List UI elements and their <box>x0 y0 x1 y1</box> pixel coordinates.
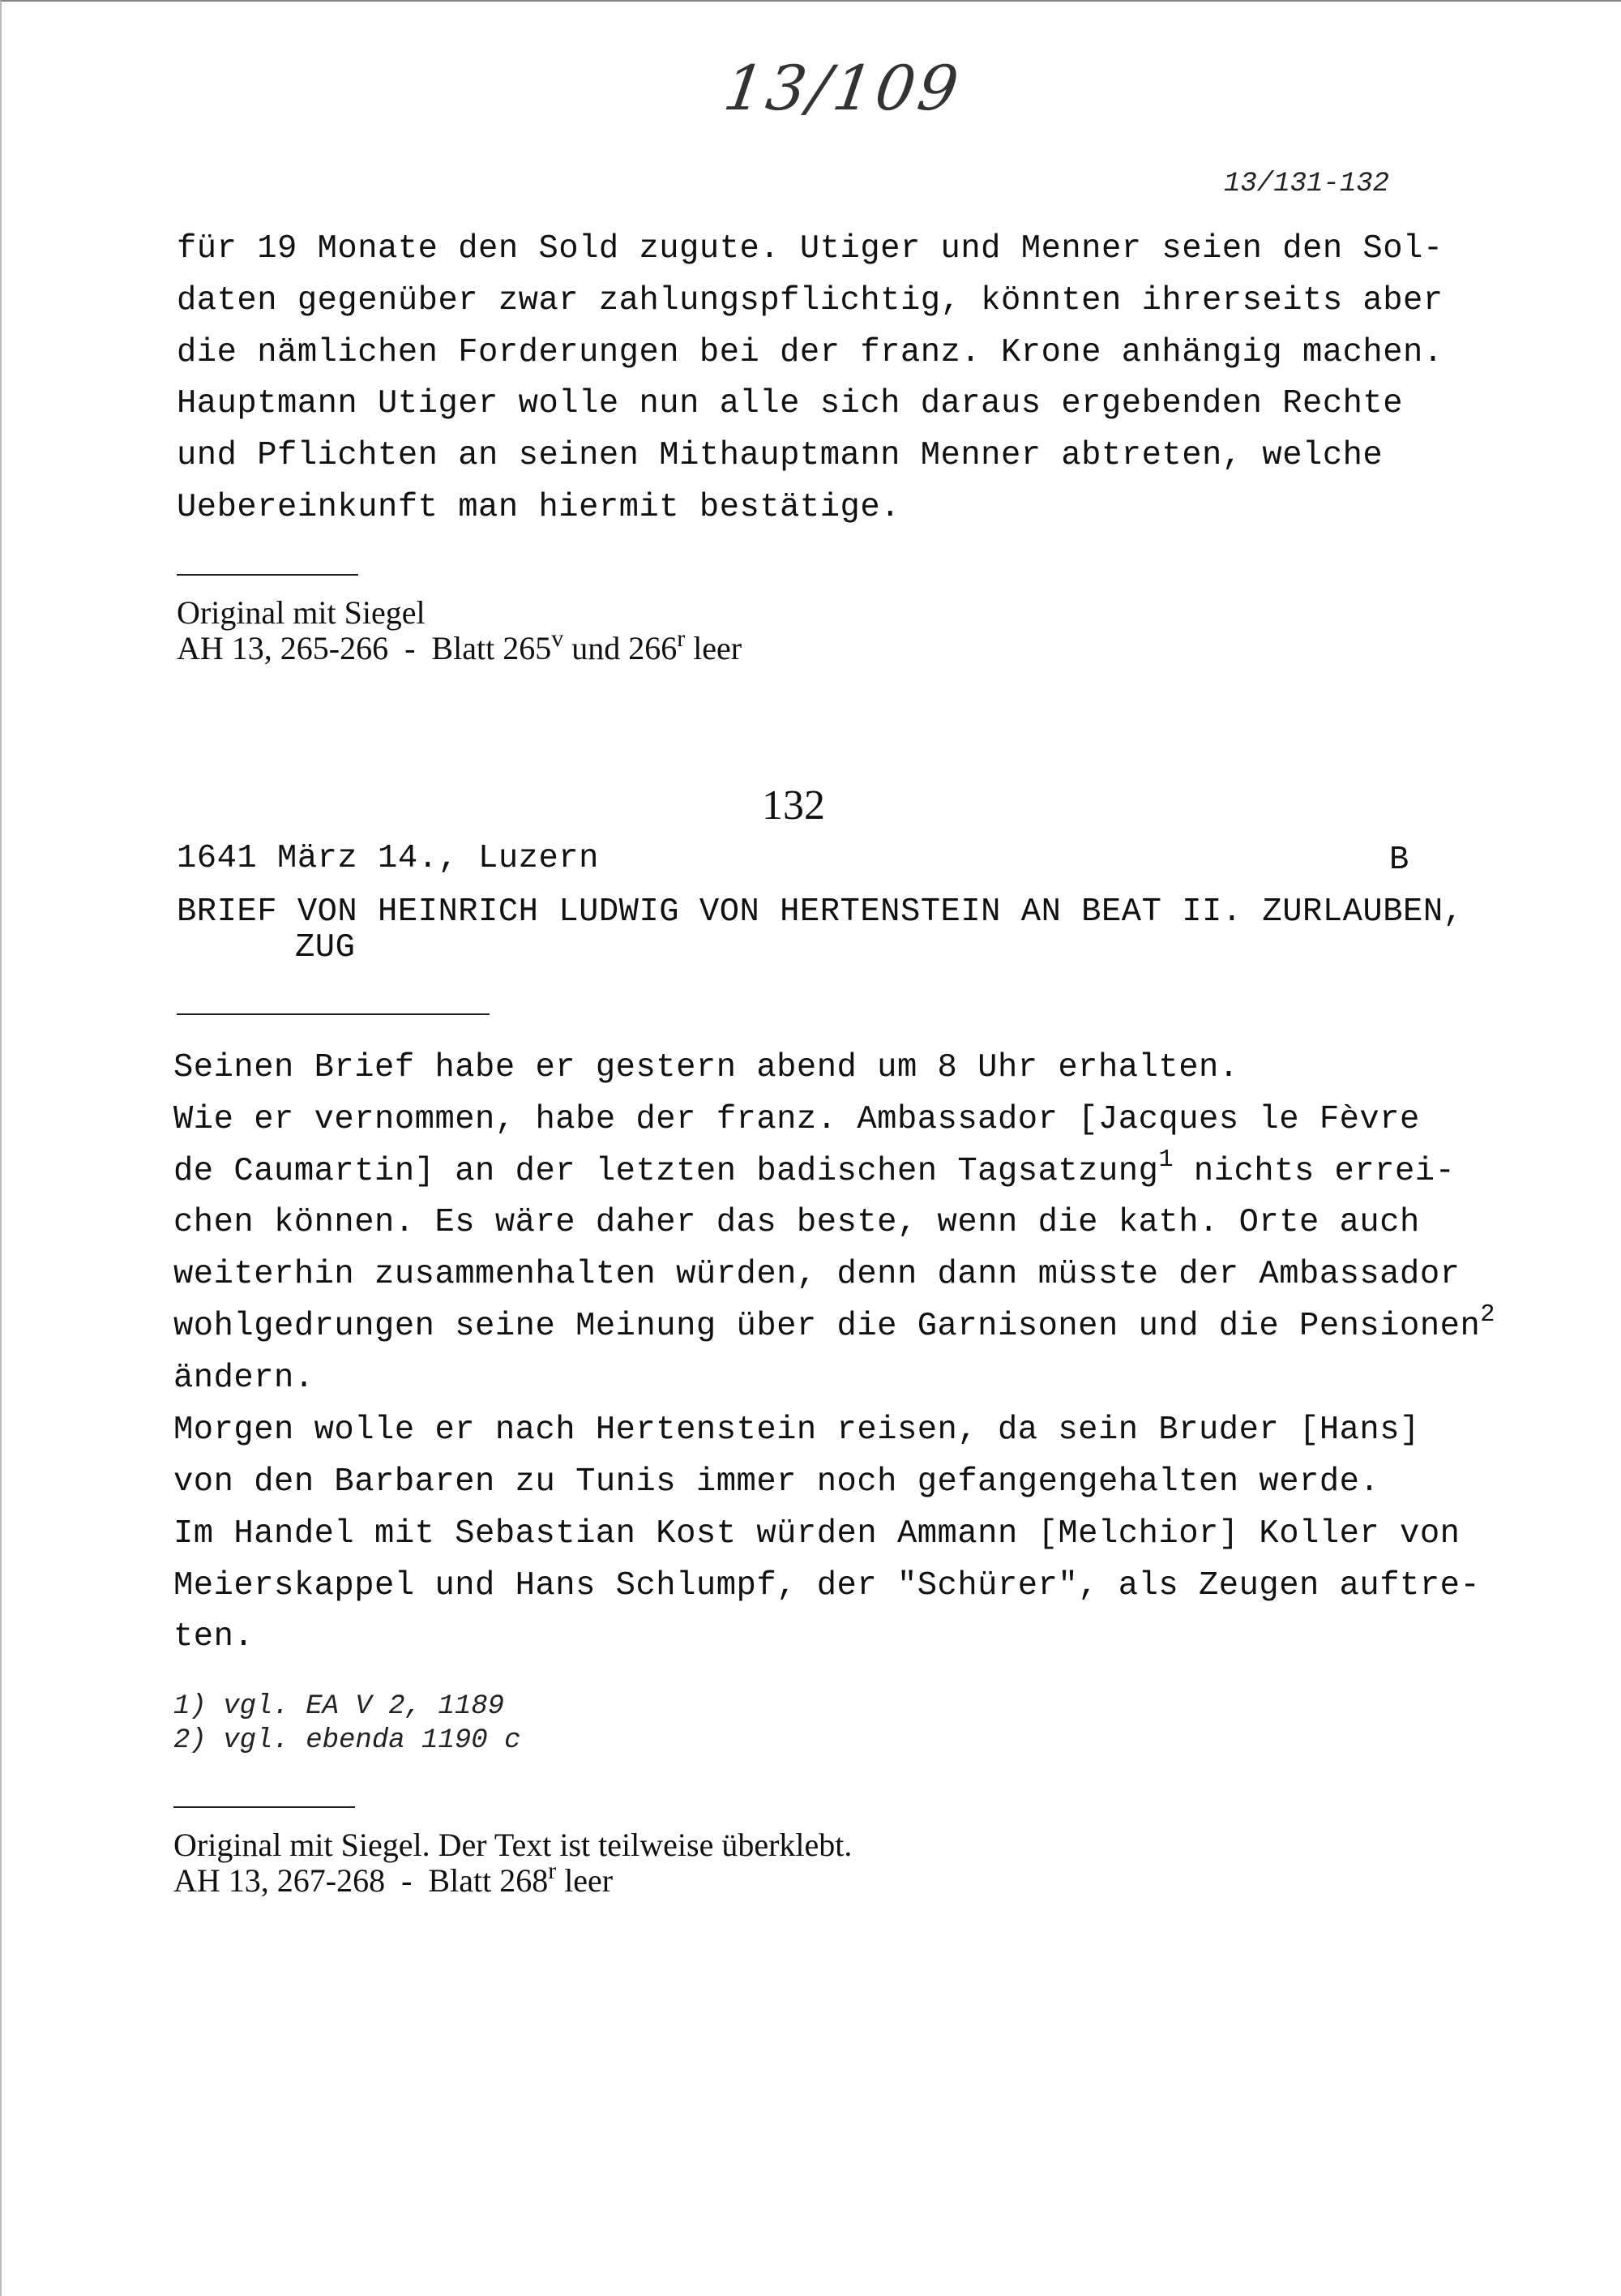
paragraph-line: für 19 Monate den Sold zugute. Utiger und Menner seien den Sol- <box>177 230 1444 268</box>
footnote: 1) vgl. EA V 2, 1189 <box>173 1691 505 1722</box>
footnote: 2) vgl. ebenda 1190 c <box>173 1725 521 1756</box>
archival-note-line: Original mit Siegel <box>177 594 426 631</box>
note-text: leer <box>556 1862 614 1899</box>
paragraph-line: daten gegenüber zwar zahlungspflichtig, könnten ihrerseits aber <box>177 282 1444 319</box>
body-line: ten. <box>173 1618 254 1656</box>
body-line: ändern. <box>173 1360 314 1397</box>
separator-rule <box>173 1806 355 1808</box>
superscript-verso: v <box>551 624 564 652</box>
archival-note-line: Original mit Siegel. Der Text ist teilweise überklebt. <box>173 1827 853 1863</box>
paragraph-line: Uebereinkunft man hiermit bestätige. <box>177 489 900 526</box>
separator-rule <box>177 1013 490 1015</box>
document-number: 132 <box>762 782 825 829</box>
body-line <box>173 1301 1495 1345</box>
superscript-recto: r <box>548 1857 557 1884</box>
body-text: wohlgedrungen seine Meinung über die Garnisonen und die Pensionen <box>173 1308 1481 1345</box>
note-text: leer <box>685 630 742 666</box>
paragraph-line: die nämlichen Forderungen bei der franz. Krone anhängig machen. <box>177 334 1444 371</box>
page-reference: 13/131-132 <box>1224 169 1390 199</box>
footnote-marker: 1 <box>1158 1146 1174 1175</box>
body-text: de Caumartin] an der letzten badischen Tagsatzung <box>173 1153 1159 1190</box>
footnote-marker: 2 <box>1480 1301 1495 1330</box>
body-line: Seinen Brief habe er gestern abend um 8 Uhr erhalten. <box>173 1049 1239 1086</box>
note-text: AH 13, 267-268 - Blatt 268 <box>173 1862 549 1899</box>
document-type-code: B <box>1389 842 1409 879</box>
separator-rule <box>177 574 358 576</box>
body-line <box>173 1146 1456 1190</box>
body-line: Meierskappel und Hans Schlumpf, der "Schürer", als Zeugen auftre- <box>173 1567 1481 1604</box>
document-date-place: 1641 März 14., Luzern <box>177 840 599 877</box>
archival-note-line <box>173 1857 614 1900</box>
note-text: und 266 <box>563 630 678 666</box>
document-title-continuation: ZUG <box>295 929 356 966</box>
paragraph-line: Hauptmann Utiger wolle nun alle sich daraus ergebenden Rechte <box>177 385 1404 422</box>
superscript-recto: r <box>677 624 686 652</box>
body-line: chen können. Es wäre daher das beste, wenn die kath. Orte auch <box>173 1204 1420 1241</box>
paragraph-line: und Pflichten an seinen Mithauptmann Menner abtreten, welche <box>177 437 1384 474</box>
handwritten-archive-ref: 13/109 <box>719 52 966 124</box>
body-text: nichts errei- <box>1174 1153 1456 1190</box>
body-line: Wie er vernommen, habe der franz. Ambassador [Jacques le Fèvre <box>173 1101 1420 1138</box>
document-title: BRIEF VON HEINRICH LUDWIG VON HERTENSTEIN AN BEAT II. ZURLAUBEN, <box>177 893 1464 931</box>
body-line: von den Barbaren zu Tunis immer noch gefangengehalten werde. <box>173 1463 1380 1501</box>
note-text: AH 13, 265-266 - Blatt 265 <box>177 630 552 666</box>
body-line: Im Handel mit Sebastian Kost würden Ammann [Melchior] Koller von <box>173 1515 1461 1553</box>
archival-note-line <box>177 624 742 667</box>
body-line: Morgen wolle er nach Hertenstein reisen, da sein Bruder [Hans] <box>173 1411 1420 1449</box>
body-line: weiterhin zusammenhalten würden, denn dann müsste der Ambassador <box>173 1256 1461 1293</box>
